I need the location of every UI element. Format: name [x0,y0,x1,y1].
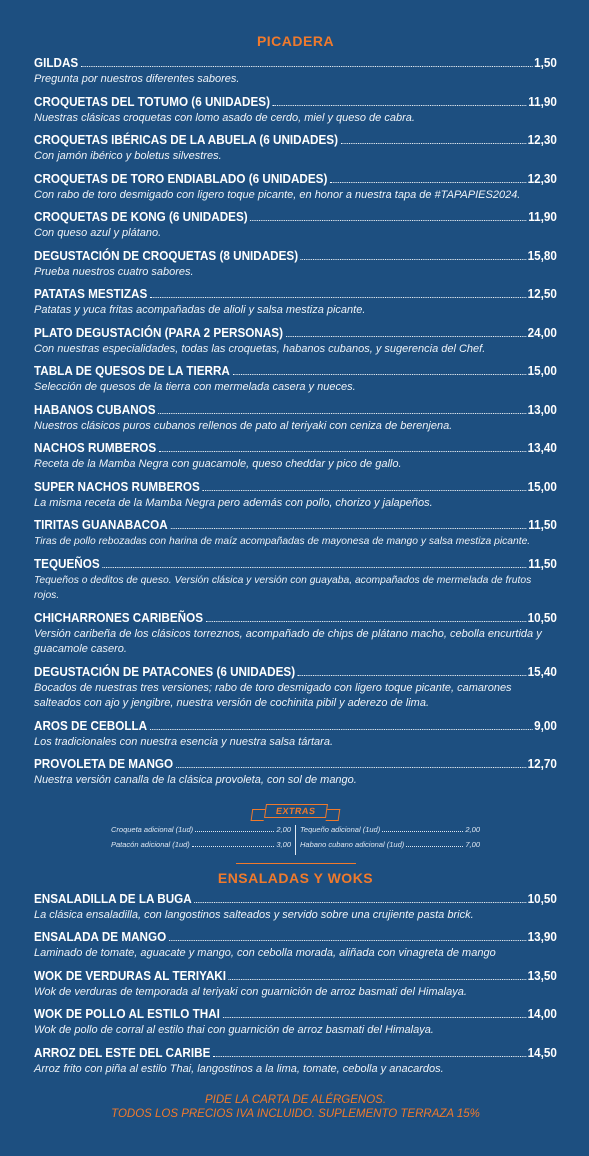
dot-leader [406,846,463,847]
menu-item [34,516,557,550]
extra-item-price: 7,00 [465,839,480,849]
menu-item-row [34,1044,557,1062]
menu-item-description: Patatas y yuca fritas acompañadas de alioli y salsa mestiza picante. [34,304,366,316]
menu-item-name: TABLA DE QUESOS DE LA TIERRA [34,363,230,378]
menu-item-name: CROQUETAS DE TORO ENDIABLADO (6 UNIDADES) [34,170,328,186]
menu-item-price: 15,00 [527,363,557,378]
menu-item-price: 11,50 [528,517,557,532]
menu-item-price: 12,50 [527,286,557,301]
menu-item-name: CROQUETAS DE KONG (6 UNIDADES) [34,209,248,224]
menu-item-description: Nuestra versión canalla de la clásica provoleta, con sol de mango. [34,774,357,786]
menu-item [34,247,557,281]
menu-item-row [34,131,557,149]
menu-item-row [34,890,557,908]
menu-item-row [34,362,557,380]
menu-item [34,928,557,962]
menu-item-row [34,247,557,265]
extra-item-price: 2,00 [465,824,480,834]
menu-item [34,755,557,789]
dot-leader [150,297,526,298]
menu-item-description: Wok de verduras de temporada al teriyaki con guarnición de arroz basmati del Himalaya. [34,985,467,998]
menu-item-price: 11,50 [528,555,557,571]
menu-item-name: TIRITAS GUANABACOA [34,517,168,532]
menu-item-row [34,170,557,188]
menu-item [34,717,557,751]
dot-leader [169,940,526,941]
menu-item-price: 11,90 [528,93,557,109]
dot-leader [192,846,275,847]
menu-item-name: NACHOS RUMBEROS [34,440,157,455]
menu-item-description: Los tradicionales con nuestra esencia y nuestra salsa tártara. [34,735,333,748]
dot-leader [194,902,525,903]
extra-item [111,825,291,840]
menu-item [34,285,557,319]
dot-leader [301,259,526,260]
menu-item-row [34,208,557,226]
extra-item [111,840,291,855]
menu-item [34,967,557,1001]
menu-item [34,170,557,204]
menu-item [34,1005,557,1039]
extra-item [300,840,480,855]
menu-item-description: Arroz frito con piña al estilo Thai, langostinos a la lima, tomate, cebolla y anacardos. [34,1062,444,1075]
menu-item-name: SUPER NACHOS RUMBEROS [34,478,200,494]
menu-item-row [34,439,557,457]
menu-item-name: ENSALADILLA DE LA BUGA [34,890,192,906]
menu-item-row [34,717,557,735]
menu-item-price: 12,70 [527,756,557,771]
menu-item-description: Tiras de pollo rebozadas con harina de maíz acompañadas de mayonesa de mango y salsa mestiza picante. [34,536,531,547]
menu-item-price: 15,00 [527,478,557,494]
dot-leader [382,831,463,832]
menu-item [34,401,557,435]
menu-item-name: AROS DE CEBOLLA [34,717,148,733]
menu-item [34,1044,557,1078]
dot-leader [170,528,526,529]
menu-item-description: Prueba nuestros cuatro sabores. [34,265,194,278]
dot-leader [158,413,526,414]
menu-item-description: Con nuestras especialidades, todas las croquetas, habanos cubanos, y sugerencia del Chef. [34,342,486,355]
menu-item-row [34,285,557,303]
menu-item-description: La clásica ensaladilla, con langostinos salteados y servido sobre una crujiente pasta brick. [34,908,474,921]
menu-item [34,93,557,127]
menu-item-description: La misma receta de la Mamba Negra pero además con pollo, chorizo y jalapeños. [34,496,433,509]
dot-leader [150,729,533,730]
menu-item [34,663,557,712]
menu-item-name: HABANOS CUBANOS [34,401,156,417]
menu-item-price: 11,90 [528,209,557,224]
extra-item-name: Tequeño adicional (1ud) [300,824,381,834]
menu-item [34,54,557,88]
ensaladas-list [34,890,557,1078]
dot-leader [81,66,532,67]
menu-item-name: PLATO DEGUSTACIÓN (PARA 2 PERSONAS) [34,324,283,340]
dot-leader [233,374,526,375]
menu-item-row [34,401,557,419]
menu-item-row [34,516,557,534]
menu-item-description: Laminado de tomate, aguacate y mango, con cebolla morada, aliñada con vinagreta de mango [34,947,496,959]
extra-item-name: Croqueta adicional (1ud) [111,824,194,834]
menu-item-price: 9,00 [534,717,557,733]
menu-item-price: 13,00 [527,401,557,417]
dot-leader [213,1056,526,1057]
footer-line-1: PIDE LA CARTA DE ALÉRGENOS. [204,1094,387,1106]
extra-item [300,825,480,840]
menu-item-row [34,609,557,627]
menu-item-price: 10,50 [527,609,557,625]
menu-item-name: TEQUEÑOS [34,555,100,571]
dot-leader [202,490,525,491]
menu-item-row [34,755,557,773]
dot-leader [195,831,274,832]
dot-leader [341,143,526,144]
menu-item-name: CROQUETAS IBÉRICAS DE LA ABUELA (6 UNIDADES) [34,132,339,147]
extras-grid [34,825,557,855]
menu-item-description: Tequeños o deditos de queso. Versión clásica y versión con guayaba, acompañados de mermelada de frutos rojos. [34,574,532,601]
menu-item-description: Bocados de nuestras tres versiones; rabo de toro desmigado con ligero toque picante, camarones salteados con ajo y jengibre, nuestra versión de cochinita pibil y aderezo de lima. [34,681,512,709]
dot-leader [229,979,526,980]
menu-item [34,609,557,658]
menu-item-name: ENSALADA DE MANGO [34,929,167,944]
menu-item-name: CHICHARRONES CARIBEÑOS [34,609,204,625]
menu-item-row [34,928,557,946]
dot-leader [176,767,526,768]
menu-item-name: DEGUSTACIÓN DE CROQUETAS (8 UNIDADES) [34,247,299,263]
dot-leader [159,451,526,452]
menu-item-row [34,54,557,72]
section-title-ensaladas: ENSALADAS Y WOKS [217,869,374,886]
menu-item-name: DEGUSTACIÓN DE PATACONES (6 UNIDADES) [34,663,296,679]
menu-item-price: 15,40 [527,663,557,679]
menu-item-description: Con jamón ibérico y boletus silvestres. [34,150,222,162]
menu-item-name: ARROZ DEL ESTE DEL CARIBE [34,1044,211,1060]
menu-item-description: Con rabo de toro desmigado con ligero toque picante, en honor a nuestra tapa de #TAPAPIES2024. [34,188,521,201]
extra-item-price: 2,00 [276,824,291,834]
dot-leader [286,336,526,337]
menu-item-name: GILDAS [34,55,79,70]
extra-item-price: 3,00 [276,839,291,849]
dot-leader [223,1017,526,1018]
menu-item-price: 1,50 [534,55,557,70]
menu-item-description: Nuestras clásicas croquetas con lomo asado de cerdo, miel y queso de cabra. [34,111,415,124]
menu-item-price: 15,80 [527,247,557,263]
section-title-picadera: PICADERA [256,33,335,49]
dot-leader [298,675,526,676]
footer-line-2: TODOS LOS PRECIOS IVA INCLUIDO. SUPLEMENTO TERRAZA 15% [111,1108,480,1120]
dot-leader [206,621,526,622]
dot-leader [250,220,526,221]
menu-item-row [34,93,557,111]
dot-leader [102,567,526,568]
menu-item-name: WOK DE POLLO AL ESTILO THAI [34,1006,220,1021]
dot-leader [273,105,527,106]
menu-item [34,890,557,924]
menu-item-description: Con queso azul y plátano. [34,227,162,239]
dot-leader [330,182,526,183]
menu-item-price: 12,30 [527,170,557,186]
extras-banner: EXTRAS [264,804,327,818]
menu-item-row [34,967,557,985]
menu-item-name: CROQUETAS DEL TOTUMO (6 UNIDADES) [34,93,270,109]
menu-item-description: Versión caribeña de los clásicos torreznos, acompañado de chips de plátano macho, cebolla encurtida y guacamole casero. [34,627,542,655]
picadera-list [34,54,557,789]
menu-item-name: PROVOLETA DE MANGO [34,756,174,771]
menu-item-description: Wok de pollo de corral al estilo thai con guarnición de arroz basmati del Himalaya. [34,1024,434,1036]
menu-item-price: 24,00 [527,324,557,340]
extra-item-name: Habano cubano adicional (1ud) [300,839,405,849]
extras-block [34,801,557,855]
menu-item-price: 10,50 [527,890,557,906]
menu-item-row [34,555,557,573]
menu-item-price: 14,00 [527,1006,557,1021]
menu-item-row [34,1005,557,1023]
menu-item-price: 13,40 [527,440,557,455]
menu-item [34,324,557,358]
menu-item-description: Receta de la Mamba Negra con guacamole, queso cheddar y pico de gallo. [34,458,402,470]
menu-item-row [34,324,557,342]
menu-item [34,555,557,604]
menu-item-name: PATATAS MESTIZAS [34,286,148,301]
menu-item-name: WOK DE VERDURAS AL TERIYAKI [34,967,226,983]
menu-item [34,362,557,396]
extras-column-right [296,825,484,855]
menu-item-description: Nuestros clásicos puros cubanos rellenos de pato al teriyaki con ceniza de berenjena. [34,419,453,432]
menu-item-price: 14,50 [527,1044,557,1060]
footer-note [34,1093,557,1121]
menu-item-row [34,478,557,496]
menu-item-price: 13,50 [527,967,557,983]
menu-item-description: Pregunta por nuestros diferentes sabores. [34,73,240,85]
menu-item-price: 13,90 [527,929,557,944]
menu-item-row [34,663,557,681]
extras-column-left [107,825,296,855]
menu-item [34,478,557,512]
menu-item [34,439,557,473]
extra-item-name: Patacón adicional (1ud) [111,839,190,849]
menu-item [34,208,557,242]
menu-item-price: 12,30 [527,132,557,147]
menu-item [34,131,557,165]
menu-item-description: Selección de quesos de la tierra con mermelada casera y nueces. [34,381,356,393]
